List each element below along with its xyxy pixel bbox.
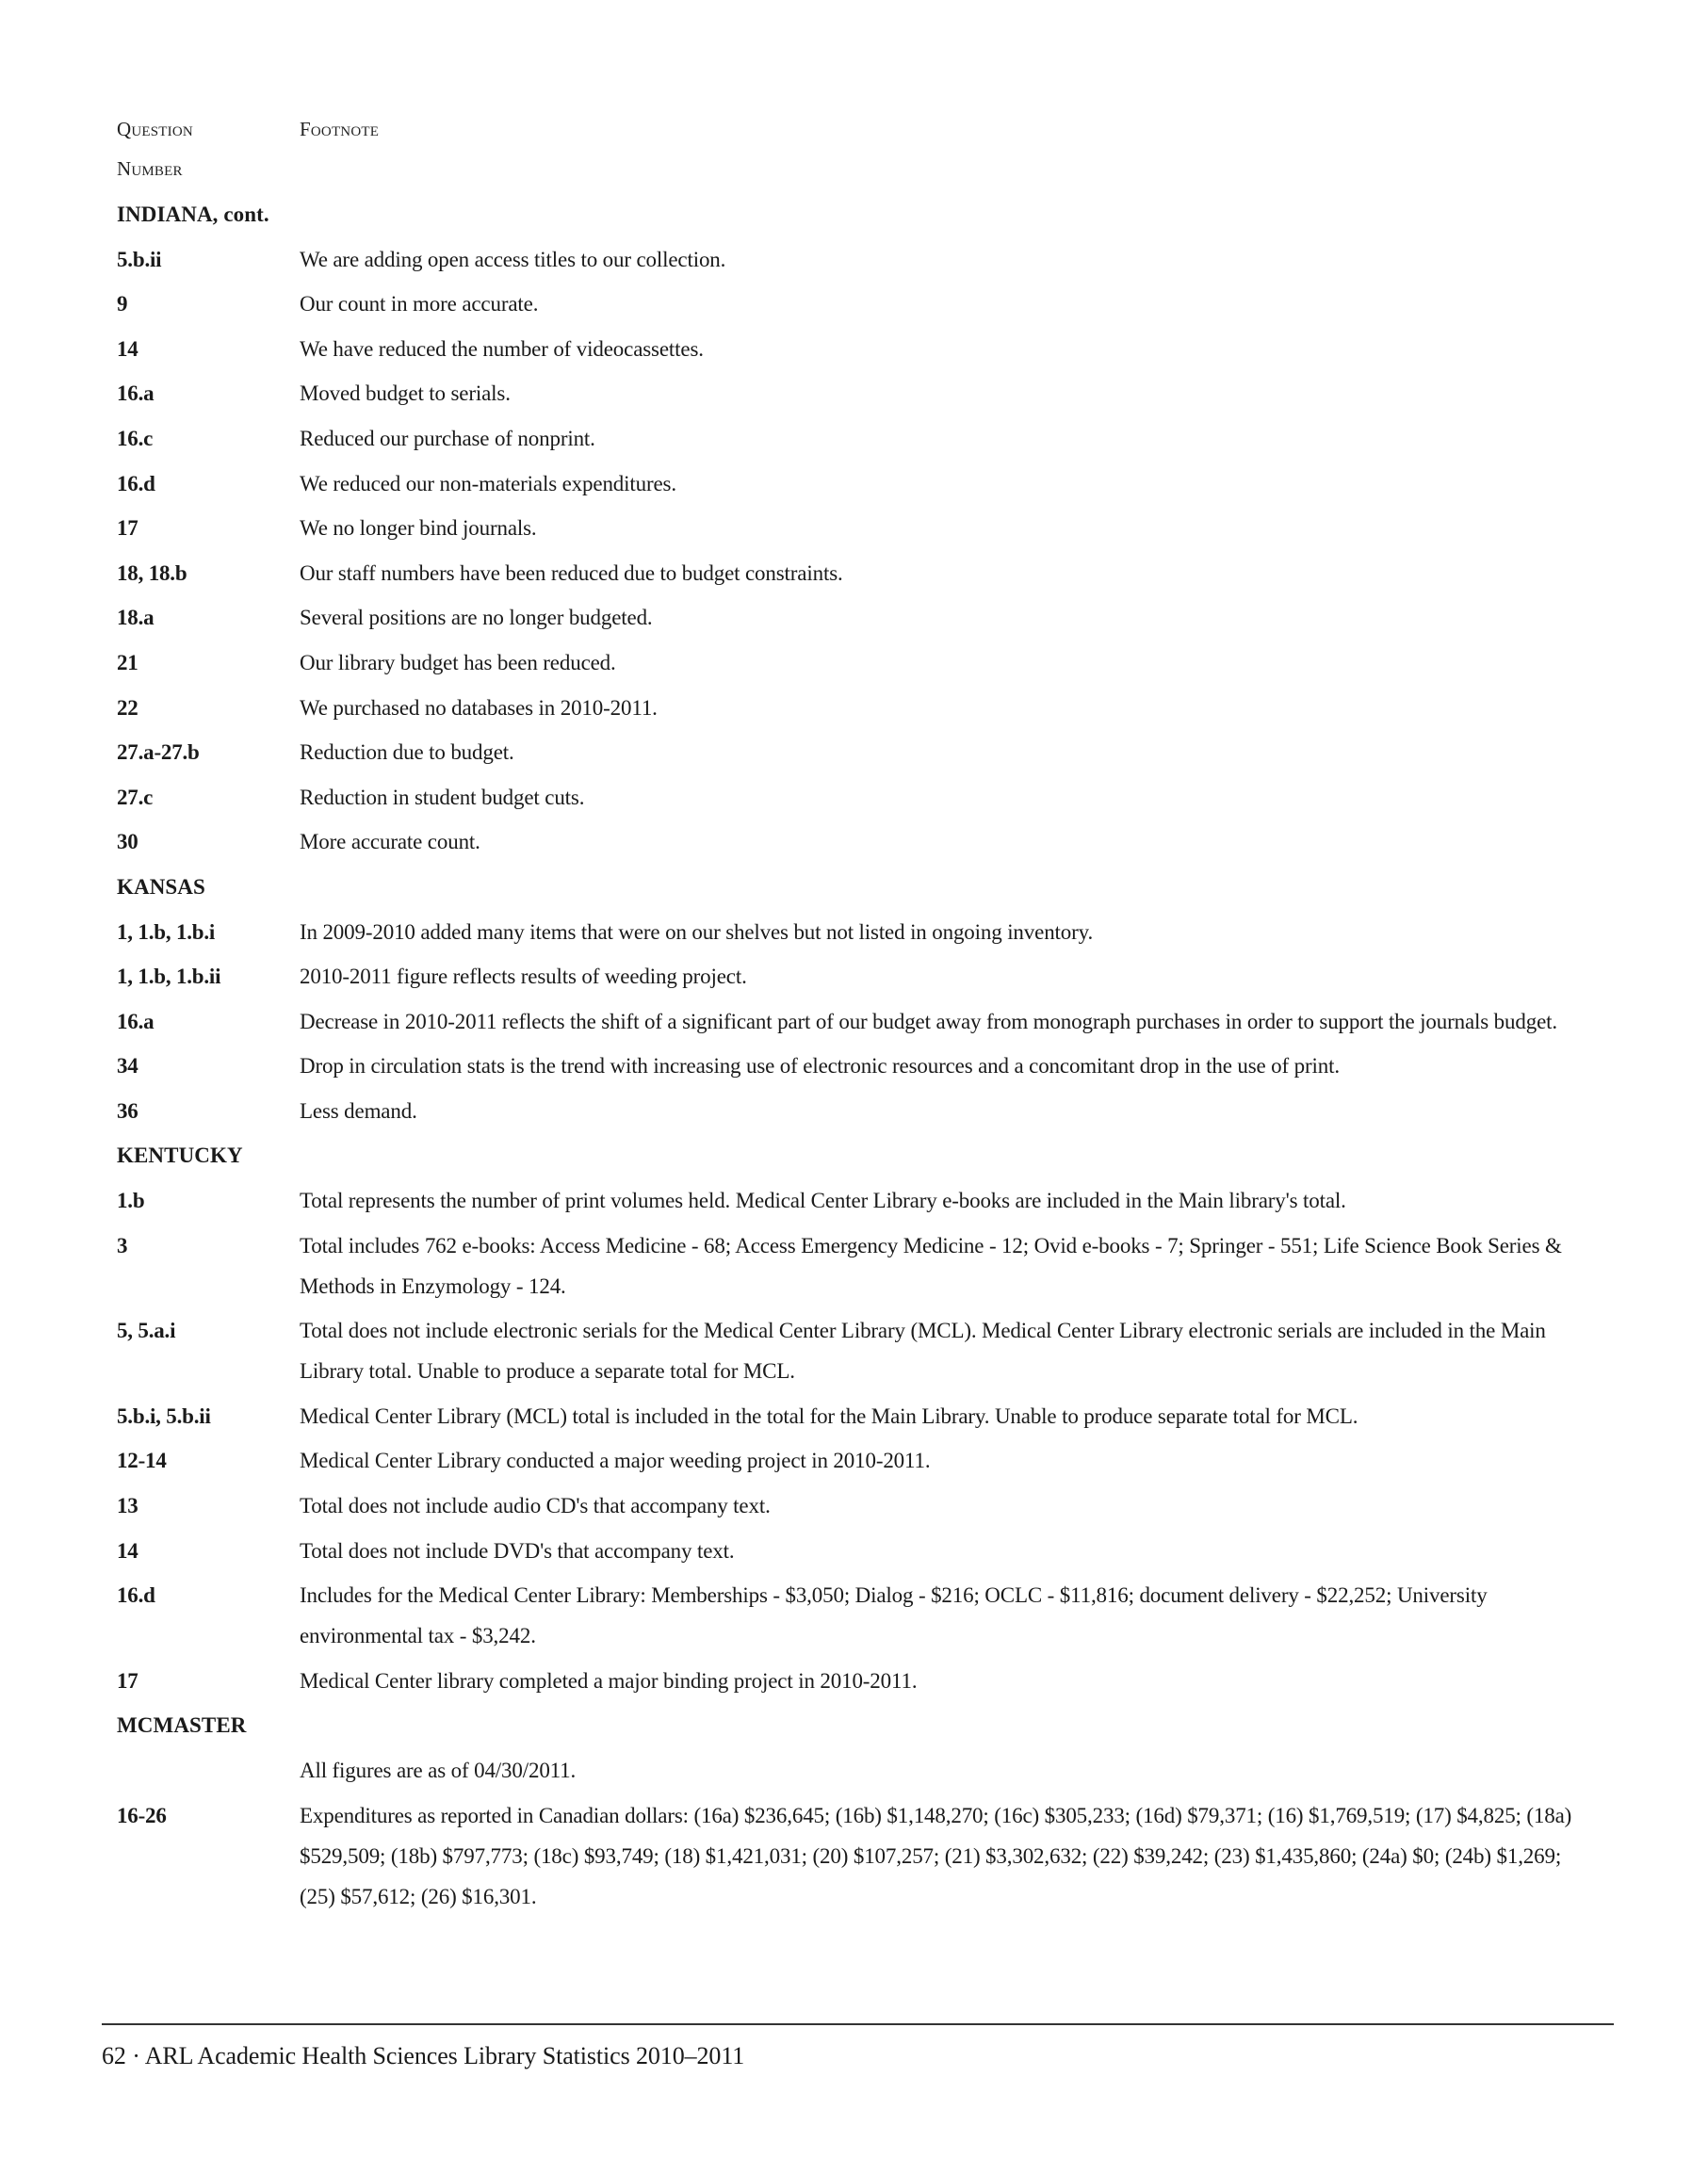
footnote-text: Our count in more accurate. <box>300 292 539 316</box>
question-number: 5.b.i, 5.b.ii <box>117 1403 211 1428</box>
question-number: 9 <box>117 292 128 316</box>
footnote-text: Medical Center Library conducted a major weeding project in 2010-2011. <box>300 1449 931 1473</box>
footer-divider <box>102 2023 1614 2025</box>
footnote-row <box>117 1575 1615 1661</box>
footnote-text: Medical Center Library (MCL) total is included in the total for the Main Library. Unable to produce separate total for MCL. <box>300 1403 1358 1428</box>
footnote-row <box>117 553 1615 598</box>
question-number: 16-26 <box>117 1803 167 1827</box>
question-number: 5.b.ii <box>117 247 162 271</box>
footnote-text: Medical Center library completed a major binding project in 2010-2011. <box>300 1668 918 1693</box>
footnote-row <box>117 239 1615 284</box>
question-number: 1, 1.b, 1.b.ii <box>117 965 221 989</box>
footnote-text: Reduction in student budget cuts. <box>300 785 585 809</box>
question-number: 5, 5.a.i <box>117 1319 176 1343</box>
question-number: 14 <box>117 1538 138 1563</box>
state-heading: MCMASTER <box>117 1713 247 1738</box>
footnote-row <box>117 1225 1615 1311</box>
footnote-row <box>117 688 1615 733</box>
footnote-row <box>117 373 1615 418</box>
question-number: 36 <box>117 1098 138 1123</box>
footnote-text: All figures are as of 04/30/2011. <box>300 1759 577 1782</box>
footnote-text: We are adding open access titles to our collection. <box>300 247 726 271</box>
footnote-text: Several positions are no longer budgeted. <box>300 606 653 630</box>
footnote-row <box>117 597 1615 642</box>
footnote-text: Reduction due to budget. <box>300 740 514 765</box>
footnote-text: In 2009-2010 added many items that were on our shelves but not listed in ongoing inventory. <box>300 919 1094 944</box>
state-heading: INDIANA, cont. <box>117 203 269 226</box>
question-number: 14 <box>117 336 138 361</box>
question-column-header-number: Number <box>117 157 183 180</box>
footnote-row <box>117 1795 1615 1922</box>
footnote-text: Total includes 762 e-books: Access Medicine - 68; Access Emergency Medicine - 12; Ovid e-books - 7; Springer - 551; Life Science Book Series & Methods in Enzymology - 124. <box>300 1233 1562 1298</box>
footnote-row <box>117 1310 1615 1396</box>
question-number: 16.a <box>117 1009 155 1033</box>
footnote-text: Total does not include electronic serials for the Medical Center Library (MCL). Medical Center Library electronic serials are included in the Main Library total. Unable to produce a separate total for MCL. <box>300 1319 1546 1384</box>
question-number: 18.a <box>117 606 155 630</box>
footnote-text: We have reduced the number of videocassettes. <box>300 336 704 361</box>
question-number: 27.a-27.b <box>117 740 200 765</box>
footnote-column-header: Footnote <box>300 118 380 140</box>
question-number: 16.a <box>117 381 155 406</box>
footnote-sections <box>117 194 1615 1921</box>
footnote-text: 2010-2011 figure reflects results of weeding project. <box>300 965 747 989</box>
footnote-text: Less demand. <box>300 1098 417 1123</box>
question-column-header: Question <box>117 118 193 140</box>
footnote-row <box>117 1180 1615 1225</box>
footnote-text: Our staff numbers have been reduced due to budget constraints. <box>300 560 843 585</box>
question-number: 1.b <box>117 1189 145 1213</box>
question-number: 16.d <box>117 1583 155 1608</box>
footnote-row <box>117 1001 1615 1046</box>
footnote-row <box>117 777 1615 822</box>
footnote-text: We reduced our non-materials expenditures. <box>300 471 676 495</box>
footnotes-page <box>117 109 1615 1921</box>
column-header-line2 <box>117 149 1615 194</box>
question-number: 17 <box>117 516 138 541</box>
footnote-row <box>117 508 1615 553</box>
footnote-text: More accurate count. <box>300 830 480 854</box>
footnote-row <box>117 418 1615 463</box>
footnote-text: Decrease in 2010-2011 reflects the shift of a significant part of our budget away from monograph purchases in order to support the journals budget. <box>300 1009 1557 1033</box>
footnote-text: Our library budget has been reduced. <box>300 650 616 674</box>
footnote-row <box>117 1661 1615 1706</box>
footnote-row <box>117 732 1615 777</box>
question-number <box>117 1750 300 1791</box>
footnote-text: Reduced our purchase of nonprint. <box>300 426 595 450</box>
column-header <box>117 109 1615 149</box>
question-number: 22 <box>117 695 138 720</box>
question-number: 16.d <box>117 471 155 495</box>
footnote-row <box>117 463 1615 509</box>
footnote-row <box>117 642 1615 688</box>
footnote-text: Total does not include DVD's that accompany text. <box>300 1538 735 1563</box>
state-heading: KANSAS <box>117 874 205 899</box>
footnote-text: Total represents the number of print volumes held. Medical Center Library e-books are included in the Main library's total. <box>300 1189 1346 1213</box>
footnote-row <box>117 821 1615 867</box>
footnote-row <box>117 284 1615 329</box>
footnote-row <box>117 1396 1615 1441</box>
footnote-text: We purchased no databases in 2010-2011. <box>300 695 658 720</box>
footnote-text: Drop in circulation stats is the trend with increasing use of electronic resources and a concomitant drop in the use of print. <box>300 1054 1340 1079</box>
question-number: 34 <box>117 1054 138 1079</box>
footnote-text: Total does not include audio CD's that accompany text. <box>300 1494 771 1518</box>
footnote-text: Moved budget to serials. <box>300 381 511 406</box>
footnote-row <box>117 912 1615 957</box>
footnote-text: Includes for the Medical Center Library: Memberships - $3,050; Dialog - $216; OCLC - $11,816; document delivery - $22,252; University environmental tax - $3,242. <box>300 1583 1488 1648</box>
question-number: 17 <box>117 1668 138 1693</box>
footnote-row <box>117 1750 1615 1795</box>
footnote-text: Expenditures as reported in Canadian dollars: (16a) $236,645; (16b) $1,148,270; (16c) $305,233; (16d) $79,371; (16) $1,769,519; (17) $4,825; (18a) $529,509; (18b) $797,773; (18c) $93,749; (18) $1,421,031; (20) $107,257; (21) $3,302,632; (22) $39,242; (23) $1,435,860; (24a) $0; (24b) $1,269; (25) $57,612; (26) $16,301. <box>300 1803 1572 1908</box>
footnote-row <box>117 956 1615 1001</box>
footnote-row <box>117 1046 1615 1091</box>
question-number: 1, 1.b, 1.b.i <box>117 919 216 944</box>
footnote-row <box>117 1091 1615 1136</box>
page-footer: 62 · ARL Academic Health Sciences Library Statistics 2010–2011 <box>102 2042 745 2069</box>
question-number: 3 <box>117 1233 128 1257</box>
footnote-row <box>117 1485 1615 1531</box>
footnote-row <box>117 329 1615 374</box>
question-number: 18, 18.b <box>117 560 187 585</box>
state-heading: KENTUCKY <box>117 1144 243 1168</box>
question-number: 21 <box>117 650 138 674</box>
footnote-text: We no longer bind journals. <box>300 516 537 541</box>
footnote-row <box>117 1531 1615 1576</box>
question-number: 16.c <box>117 426 154 450</box>
question-number: 13 <box>117 1494 138 1518</box>
footnote-row <box>117 1440 1615 1485</box>
question-number: 27.c <box>117 785 154 809</box>
question-number: 12-14 <box>117 1449 167 1473</box>
question-number: 30 <box>117 830 138 854</box>
